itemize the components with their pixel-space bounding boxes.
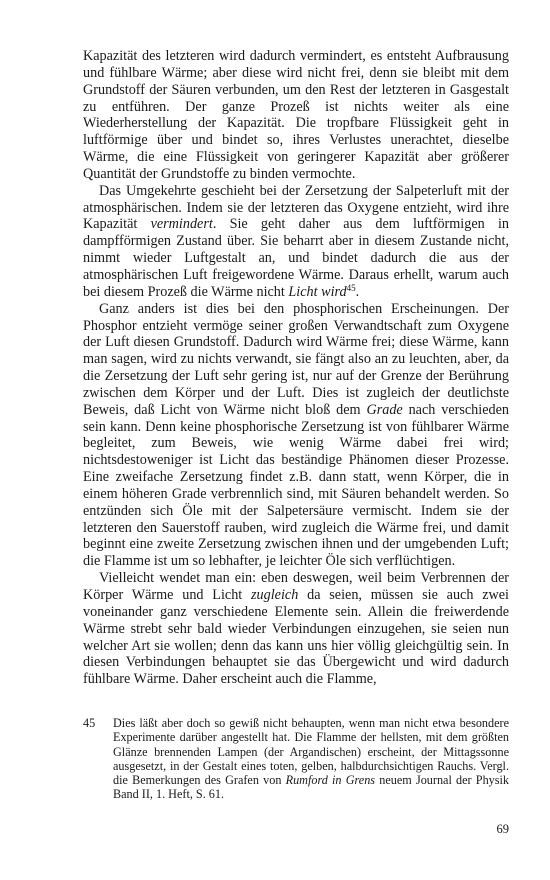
text-run: nach verschieden sein kann. Denn keine phosphorische Zersetzung ist von fühlbarer Wärme begleitet, zum Beweis, wie wenig Wärme dabei frei wird; nichtsdestoweniger ist Licht das beständige Phänomen dieser Prozesse. Eine zweifache Zersetzung findet z.B. dann statt, wenn Körper, die in einem höheren Grade verbrennlich sind, mit Säuren behandelt werden. So entzünden sich Öle mit der Salpetersäure vermischt. Indem sie der letzteren den Sauerstoff rauben, wird zugleich die Wärme frei, und damit beginnt eine zweite Zersetzung zwischen ihnen und der umgebenden Luft; die Flamme ist um so lebhafter, je leichter Öle sich verflüchtigen.	[83, 401, 509, 570]
text-run: Ganz anders ist dies bei den phosphorischen Erscheinungen. Der Phosphor entzieht vermöge seiner großen Verwandtschaft zum Oxygene der Luft diesen Grundstoff. Dadurch wird Wärme frei; diese Wärme, kann man sagen, wird zu nichts verwandt, sie fängt also an zu leuchten, aber, da die Zersetzung der Luft sehr gering ist, nur auf der Grenze der Berührung zwischen dem Körper und der Luft. Dies ist zugleich der deutlichste Beweis, daß Licht von Wärme nicht bloß dem	[83, 300, 509, 418]
emphasis-text: zugleich	[251, 587, 299, 603]
page-number: 69	[496, 822, 509, 836]
emphasis-text: Grade	[366, 401, 403, 418]
paragraph	[83, 301, 509, 571]
text-run: .	[355, 283, 360, 300]
emphasis-text: Licht wird	[288, 283, 347, 300]
footnote	[83, 716, 509, 802]
body-text	[83, 48, 509, 688]
footnote-reference: 45	[346, 282, 356, 293]
footnotes	[83, 716, 509, 802]
footnote-text	[113, 716, 509, 802]
text-run: Das Umgekehrte geschieht bei der Zersetzung der Salpeterluft mit der atmosphärischen. Indem sie der letzteren das Oxygene entzieht, wird ihre Kapazität	[83, 182, 509, 233]
footnote-number: 45	[83, 716, 96, 730]
text-run: Kapazität des letzteren wird dadurch vermindert, es entsteht Aufbrausung und fühlbare Wärme; aber diese wird nicht frei, denn sie bleibt mit dem Grundstoff der Säuren verbunden, um den Rest der letzteren in Gasgestalt zu entführen. Der ganze Prozeß ist nichts weiter als eine Wiederherstellung der Kapazität. Die tropfbare Flüssigkeit geht in luftförmige über und bindet so, ihres Verlustes unerachtet, dieselbe Wärme, die eine Flüssigkeit von geringerer Kapazität aber größerer Quantität der Grundstoffe zu binden vermochte.	[83, 48, 509, 182]
paragraph	[83, 48, 509, 183]
text-run: . Sie geht daher aus dem luftförmigen in dampfförmigen Zustand über. Sie beharrt aber in diesem Zustande nicht, nimmt wieder Luftgestalt an, und bindet dadurch die aus der atmosphärischen Luft freigewordene Wärme. Daraus erhellt, warum auch bei diesem Prozeß die Wärme nicht	[83, 216, 509, 300]
text-run: Vielleicht wendet man ein: eben deswegen, weil beim Verbrennen der Körper Wärme und Licht	[83, 570, 509, 603]
text-run: da seien, müssen sie auch zwei voneinander ganz verschiedene Elemente sein. Allein die freiwerdende Wärme strebt sehr bald wieder Verbindungen einzugehen, sie seien nun welcher Art sie wollen; denn das kann uns hier völlig gleichgültig sein. In diesen Verbindungen behauptet sie das Übergewicht und wird dadurch fühlbare Wärme. Daher erscheint auch die Flamme,	[83, 587, 509, 688]
text-run: Dies läßt aber doch so gewiß nicht behaupten, wenn man nicht etwa besondere Experimente darüber angestellt hat. Die Flamme der hellsten, mit dem größten Glänze brennenden Lampen (der Argandischen) erscheint, der Mittagssonne ausgesetzt, in der Gestalt eines toten, gelben, halbdurchsichtigen Rauchs. Vergl. die Bemerkungen des Grafen von	[113, 716, 509, 788]
text-run: neuem Journal der Physik Band II, 1. Heft, S. 61.	[113, 773, 509, 802]
paragraph	[83, 183, 509, 301]
emphasis-text: Rumford in Grens	[285, 773, 376, 788]
paragraph	[83, 570, 509, 688]
emphasis-text: vermindert	[150, 216, 213, 233]
